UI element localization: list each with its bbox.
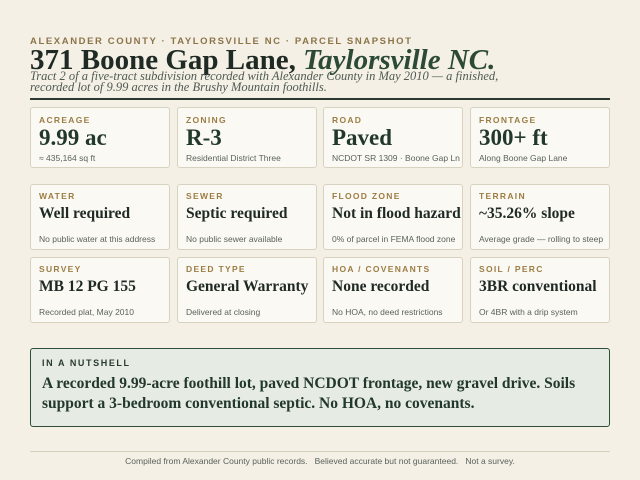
fact-label: FLOOD ZONE — [332, 191, 401, 201]
fact-value: Not in flood hazard — [332, 205, 461, 222]
stat-note: ≈ 435,164 sq ft — [39, 153, 96, 163]
fact-value: 3BR conventional — [479, 278, 597, 295]
fact-label: TERRAIN — [479, 191, 526, 201]
fact-value: Well required — [39, 205, 131, 222]
parcel-snapshot-page — [30, 0, 610, 480]
fact-note: No public sewer available — [186, 234, 283, 244]
stat-label: FRONTAGE — [479, 115, 537, 125]
fact-label: SURVEY — [39, 264, 82, 274]
fact-label: WATER — [39, 191, 76, 201]
fact-label: SEWER — [186, 191, 224, 201]
stat-value: R-3 — [186, 125, 222, 150]
footer-disclaimer: Compiled from Alexander County public records. Believed accurate but not guaranteed. Not a survey. — [125, 456, 515, 466]
stat-label: ZONING — [186, 115, 227, 125]
stat-card-road — [323, 107, 463, 168]
city-text: Taylorsville NC. — [303, 44, 496, 76]
stat-value: Paved — [332, 125, 393, 150]
nutshell-summary — [30, 348, 610, 427]
address-text: 371 Boone Gap Lane, — [30, 44, 296, 76]
fact-label: SOIL / PERC — [479, 264, 544, 274]
fact-card-soil-perc — [470, 257, 610, 323]
fact-note: 0% of parcel in FEMA flood zone — [332, 234, 456, 244]
footer-divider — [30, 451, 610, 452]
stat-note: Along Boone Gap Lane — [479, 153, 568, 163]
fact-label: HOA / COVENANTS — [332, 264, 431, 274]
stat-label: ROAD — [332, 115, 363, 125]
nutshell-label: IN A NUTSHELL — [42, 358, 131, 368]
fact-card-deed-type — [177, 257, 317, 323]
stat-value: 9.99 ac — [39, 125, 107, 150]
header-divider — [30, 98, 610, 100]
stat-note: Residential District Three — [186, 153, 281, 163]
fact-note: Average grade — rolling to steep — [479, 234, 604, 244]
fact-card-terrain — [470, 184, 610, 250]
subtitle: Tract 2 of a five-tract subdivision recorded with Alexander County in May 2010 — a finished, recorded lot of 9.99 acres in the Brushy Mountain foothills. — [30, 69, 499, 94]
stat-card-zoning — [177, 107, 317, 168]
fact-note: No public water at this address — [39, 234, 156, 244]
stat-value: 300+ ft — [479, 125, 548, 150]
stat-label: ACREAGE — [39, 115, 91, 125]
fact-card-sewer — [177, 184, 317, 250]
fact-label: DEED TYPE — [186, 264, 246, 274]
stat-card-acreage — [30, 107, 170, 168]
fact-value: None recorded — [332, 278, 430, 295]
fact-value: Septic required — [186, 205, 288, 222]
nutshell-text: A recorded 9.99-acre foothill lot, paved NCDOT frontage, new gravel drive. Soils support a 3-bedroom conventional septic. No HOA, no covenants. — [42, 375, 576, 412]
fact-value: General Warranty — [186, 278, 309, 295]
fact-card-hoa — [323, 257, 463, 323]
eyebrow: ALEXANDER COUNTY · TAYLORSVILLE NC · PARCEL SNAPSHOT — [30, 36, 413, 47]
fact-note: No HOA, no deed restrictions — [332, 307, 443, 317]
stat-note: NCDOT SR 1309 · Boone Gap Ln — [332, 153, 460, 163]
fact-note: Or 4BR with a drip system — [479, 307, 578, 317]
fact-value: MB 12 PG 155 — [39, 278, 136, 295]
fact-value: ~35.26% slope — [479, 205, 575, 222]
fact-note: Delivered at closing — [186, 307, 261, 317]
fact-card-flood-zone — [323, 184, 463, 250]
fact-card-survey — [30, 257, 170, 323]
fact-card-water — [30, 184, 170, 250]
stat-card-frontage — [470, 107, 610, 168]
fact-note: Recorded plat, May 2010 — [39, 307, 134, 317]
